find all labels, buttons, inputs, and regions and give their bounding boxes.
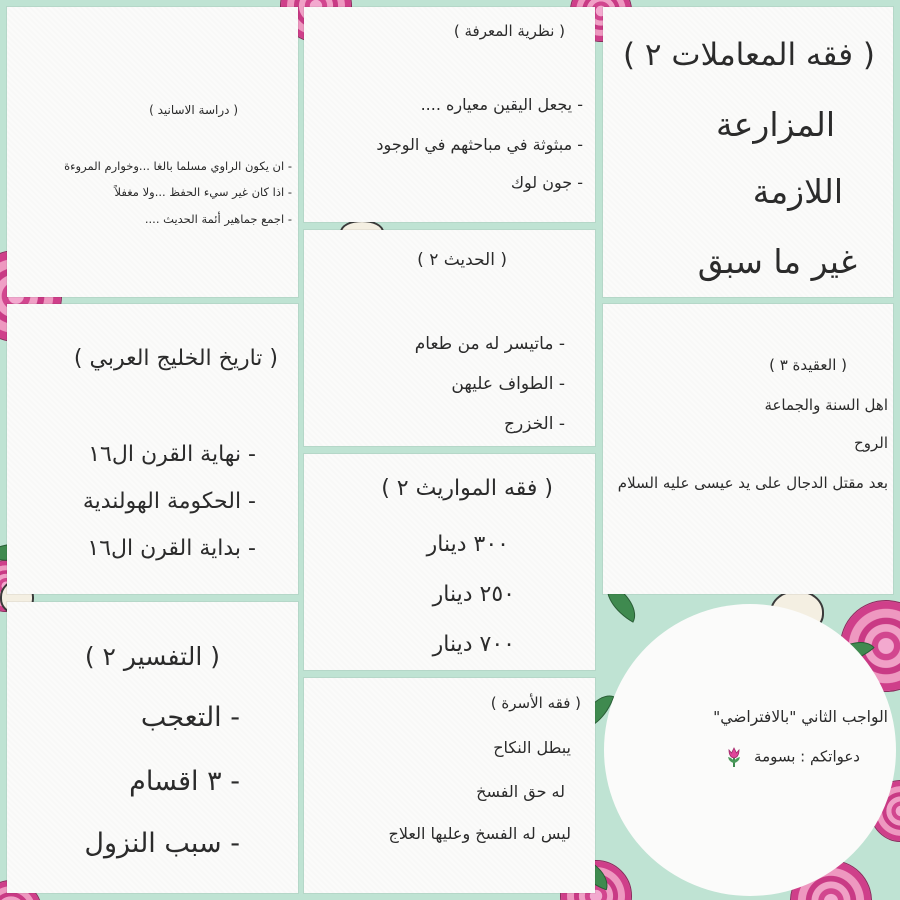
card-title: ( الحديث ٢ ) (417, 250, 507, 270)
list-item: - اجمع جماهير أئمة الحديث .... (144, 212, 292, 226)
list-item: - ان يكون الراوي مسلما بالغا ...وخوارم المروءة (64, 159, 292, 173)
card-title: ( فقه الأسرة ) (490, 694, 581, 712)
list-item: - الحكومة الهولندية (82, 489, 256, 514)
list-item: - التعجب (140, 702, 240, 733)
card-muamalat (603, 7, 893, 297)
list-item: ٢٥٠ دينار (432, 582, 515, 607)
card-title: ( التفسير ٢ ) (84, 642, 220, 671)
card-mawarith (304, 454, 595, 670)
list-item: - بداية القرن ال١٦ (87, 536, 256, 561)
signature-line-2 (723, 746, 860, 768)
list-item: - ٣ اقسام (129, 766, 240, 797)
card-aqeedah (603, 304, 893, 594)
list-item: - نهاية القرن ال١٦ (88, 442, 256, 467)
list-item: ليس له الفسخ وعليها العلاج (388, 824, 571, 843)
card-title: ( نظرية المعرفة ) (453, 22, 565, 40)
list-item: ٧٠٠ دينار (432, 632, 515, 657)
list-item: بعد مقتل الدجال على يد عيسى عليه السلام (617, 474, 888, 492)
list-item: - ماتيسر له من طعام (414, 334, 565, 354)
list-item: - سبب النزول (84, 828, 240, 859)
list-item: - الخزرج (504, 414, 565, 434)
list-item: له حق الفسخ (476, 782, 565, 801)
card-title: ( فقه المواريث ٢ ) (381, 476, 553, 501)
card-title: ( فقه المعاملات ٢ ) (622, 37, 875, 73)
tulip-icon (723, 746, 745, 768)
list-item: غير ما سبق (697, 242, 857, 281)
list-item: اللازمة (752, 172, 843, 211)
card-isnad (7, 7, 298, 297)
list-item: - اذا كان غير سيء الحفظ ...ولا مغفلاً (114, 185, 292, 199)
list-item: - الطواف عليهن (451, 374, 565, 394)
list-item: - يجعل اليقين معياره .... (420, 95, 583, 114)
signature-text: دعواتكم : بسومة (754, 747, 860, 766)
card-hadith (304, 230, 595, 446)
list-item: الروح (854, 434, 888, 452)
list-item: - مبثوثة في مباحثهم في الوجود (376, 135, 583, 154)
signature-circle (604, 604, 896, 896)
card-usrah (304, 678, 595, 893)
card-title: ( العقيدة ٣ ) (769, 356, 847, 374)
card-gulf (7, 304, 298, 594)
card-knowledge (304, 7, 595, 222)
list-item: اهل السنة والجماعة (764, 396, 888, 414)
list-item: المزارعة (716, 105, 835, 144)
list-item: يبطل النكاح (493, 738, 571, 757)
signature-line-1: الواجب الثاني "بالافتراضي" (713, 708, 888, 726)
list-item: - جون لوك (510, 173, 583, 192)
card-tafsir (7, 602, 298, 893)
card-title: ( دراسة الاسانيد ) (149, 103, 238, 117)
list-item: ٣٠٠ دينار (426, 532, 509, 557)
card-title: ( تاريخ الخليج العربي ) (73, 346, 278, 371)
